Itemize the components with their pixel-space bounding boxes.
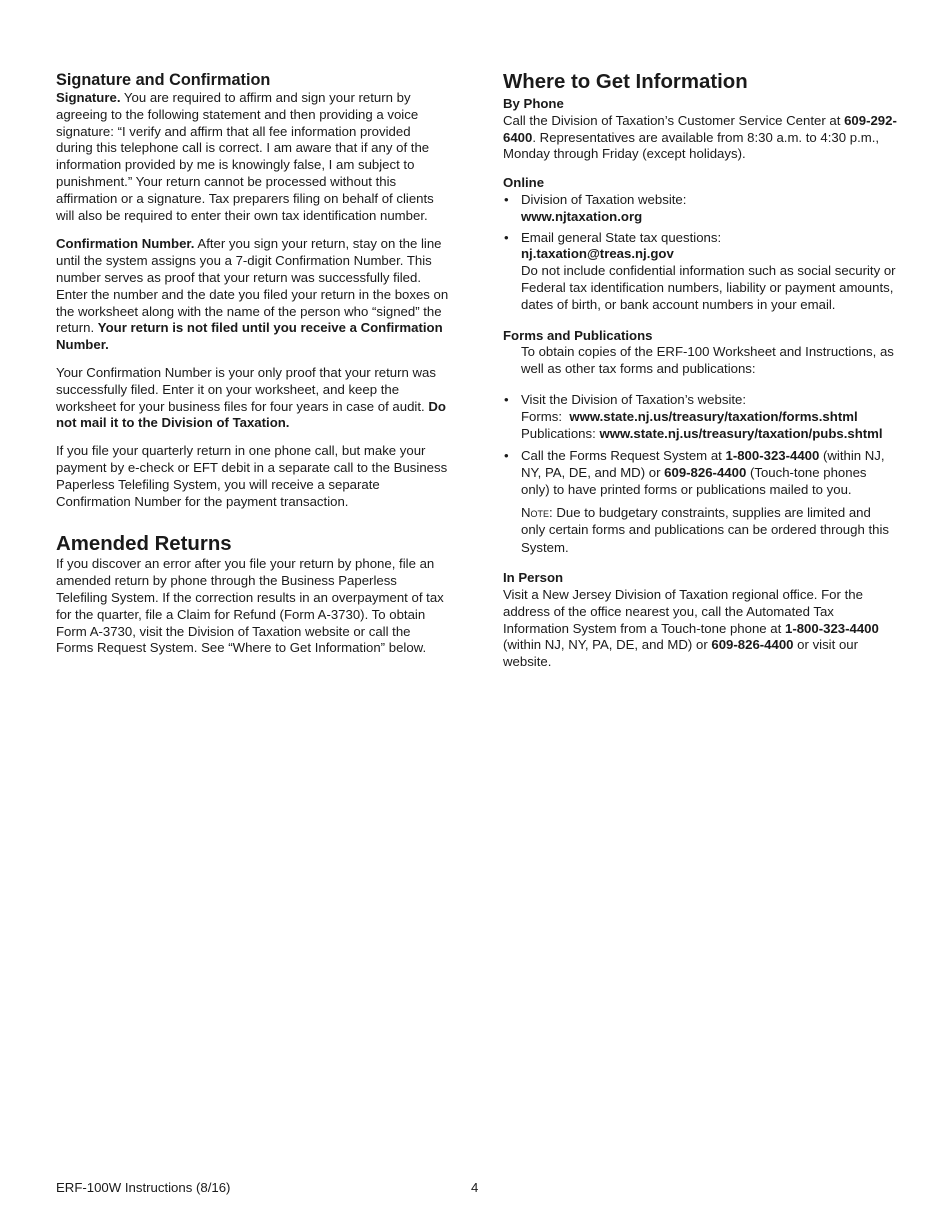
website-label: Division of Taxation website: bbox=[521, 191, 687, 207]
person-heading: In Person bbox=[503, 570, 564, 586]
forms-link[interactable]: www.state.nj.us/treasury/taxation/forms.shtml bbox=[569, 408, 858, 424]
call-number-2: 609-826-4400 bbox=[664, 465, 747, 481]
amended-paragraph: If you discover an error after you file your return by phone, file an amended return by phone through the Business Paperless Telefiling System. If the correction results in an overpayment of tax for the quarter, file a Claim for Refund (Form A-3730). To obtain Form A-3730, visit the Division of Taxation website or call the Forms Request System. See “Where to Get Information” below. bbox=[56, 556, 444, 656]
amended-heading: Amended Returns bbox=[56, 533, 232, 556]
footer-form-id: ERF-100W Instructions (8/16) bbox=[56, 1180, 231, 1195]
signature-heading: Signature and Confirmation bbox=[56, 71, 271, 89]
where-heading: Where to Get Information bbox=[503, 71, 748, 93]
bullet-icon: • bbox=[504, 448, 509, 464]
confirmation-label: Confirmation Number. bbox=[56, 236, 195, 252]
list-item bbox=[503, 230, 898, 314]
bullet-icon: • bbox=[504, 391, 509, 407]
person-region: (within NJ, NY, PA, DE, and MD) or bbox=[503, 637, 712, 653]
online-list bbox=[503, 192, 898, 314]
proof-text: Your Confirmation Number is your only proof that your return was successfully filed. Enter it on your worksheet, and keep the worksheet for your business files for four years in case of audit. bbox=[56, 364, 436, 414]
email-link[interactable]: nj.taxation@treas.nj.gov bbox=[521, 246, 674, 262]
left-column bbox=[56, 70, 449, 657]
forms-list bbox=[503, 392, 898, 556]
phone-heading: By Phone bbox=[503, 96, 564, 111]
bullet-icon: • bbox=[504, 191, 509, 207]
right-column bbox=[503, 70, 898, 671]
confirmation-text: After you sign your return, stay on the line until the system assigns you a 7-digit Confirmation Number. This number serves as proof that your return was successfully filed. Enter the number and the date you filed your return in the boxes on the worksheet along with the name of the person who “signed” the return. bbox=[56, 236, 449, 336]
email-label: Email general State tax questions: bbox=[521, 229, 722, 245]
phone-hours: . Representatives are available from 8:30 a.m. to 4:30 p.m., Monday through Friday (except holidays). bbox=[503, 129, 880, 162]
person-paragraph bbox=[503, 587, 898, 671]
phone-number: 609-292-6400 bbox=[503, 112, 897, 145]
bullet-icon: • bbox=[504, 229, 509, 245]
list-item bbox=[503, 192, 898, 226]
call-note: (Touch-tone phones only) to have printed forms or publications mailed to you. bbox=[521, 465, 867, 497]
person-number-2: 609-826-4400 bbox=[711, 637, 794, 653]
list-item bbox=[503, 448, 898, 556]
signature-paragraph bbox=[56, 90, 449, 224]
call-region: (within NJ, NY, PA, DE, and MD) or bbox=[521, 448, 885, 481]
person-end: or visit our website. bbox=[503, 637, 859, 670]
website-link[interactable]: www.njtaxation.org bbox=[521, 208, 643, 224]
note-text: : Due to budgetary constraints, supplies are limited and only certain forms and publications can be ordered through this System. bbox=[521, 504, 890, 555]
signature-label: Signature. bbox=[56, 90, 121, 105]
proof-paragraph bbox=[56, 365, 449, 432]
note-label: Note bbox=[521, 504, 550, 520]
person-text: Visit a New Jersey Division of Taxation regional office. For the address of the office nearest you, call the Automated Tax Information System from a Touch-tone phone at bbox=[503, 587, 863, 636]
forms-intro: To obtain copies of the ERF-100 Worksheet and Instructions, as well as other tax forms and publications: bbox=[521, 344, 894, 377]
signature-text: You are required to affirm and sign your return by agreeing to the following statement and then providing a voice signature: “I verify and affirm that all fee information provided during this telephone call is correct. I am aware that if any of the information provided by me is knowingly false, I am subject to punishment.” Your return cannot be processed without this affirmation or a signature. Tax preparers filing on behalf of clients will also be required to enter their own tax identification number. bbox=[56, 90, 434, 223]
online-heading: Online bbox=[503, 175, 545, 191]
confirmation-bold: Your return is not filed until you receive a Confirmation Number. bbox=[56, 320, 443, 353]
phone-text: Call the Division of Taxation’s Customer Service Center at bbox=[503, 112, 845, 128]
email-note: Do not include confidential information such as social security or Federal tax identification numbers, liability or payment amounts, dates of birth, or bank account numbers in your email. bbox=[521, 263, 896, 312]
pubs-label: Publications: bbox=[521, 425, 596, 441]
person-number-1: 1-800-323-4400 bbox=[784, 620, 879, 636]
note-paragraph bbox=[521, 504, 898, 557]
forms-visit: Visit the Division of Taxation’s website: bbox=[521, 391, 747, 407]
quarterly-paragraph: If you file your quarterly return in one phone call, but make your payment by e-check or EFT debit in a separate call to the Business Paperless Telefiling System, you will receive a separate Confirmation Number for the payment transaction. bbox=[56, 443, 448, 509]
proof-bold: Do not mail it to the Division of Taxation. bbox=[56, 398, 446, 431]
forms-heading: Forms and Publications bbox=[503, 327, 653, 343]
list-item bbox=[503, 392, 898, 442]
phone-paragraph bbox=[503, 113, 898, 163]
confirmation-paragraph bbox=[56, 236, 449, 354]
call-text: Call the Forms Request System at bbox=[521, 448, 726, 464]
footer-page-number: 4 bbox=[471, 1180, 479, 1195]
pubs-link[interactable]: www.state.nj.us/treasury/taxation/pubs.shtml bbox=[599, 425, 883, 441]
call-number-1: 1-800-323-4400 bbox=[725, 448, 820, 464]
forms-label: Forms: bbox=[521, 408, 563, 424]
